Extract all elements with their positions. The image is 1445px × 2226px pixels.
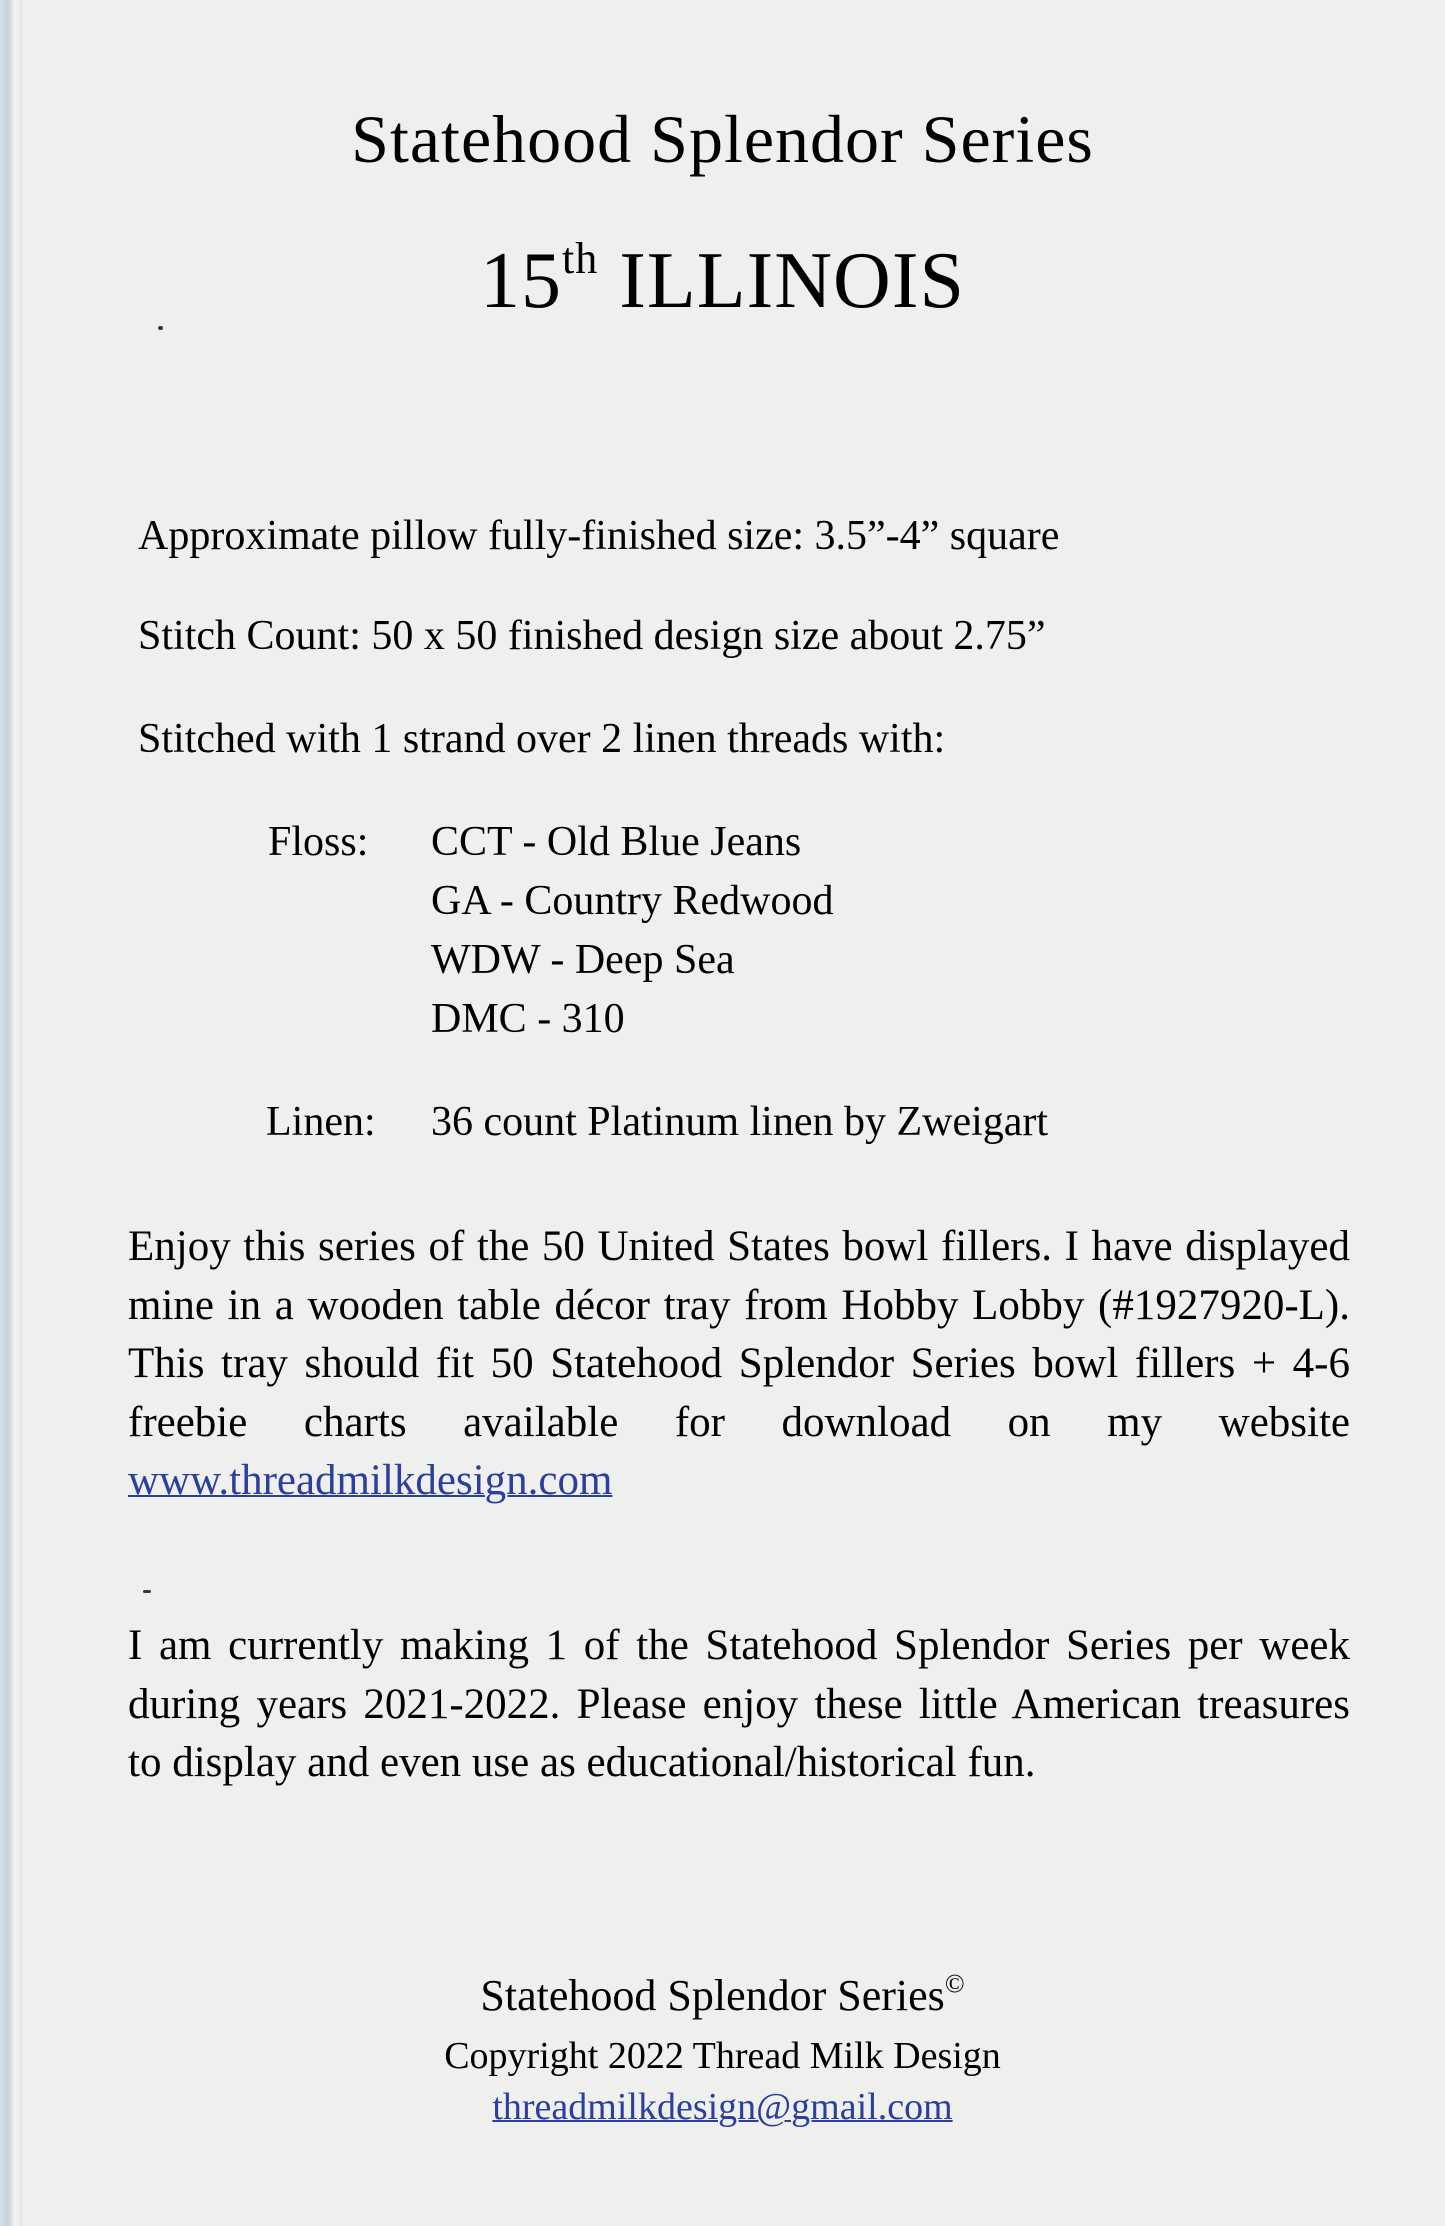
stitched-with: Stitched with 1 strand over 2 linen threads with: <box>138 716 946 762</box>
copyright-line: Copyright 2022 Thread Milk Design <box>444 2035 1001 2077</box>
state-suffix: th <box>562 234 599 283</box>
description-text: Enjoy this series of the 50 United States bowl fillers. I have displayed mine in a wooden table décor tray from Hobby Lobby (#1927920-L). This tray should fit 50 Statehood Splendor Series bowl fillers + 4-6 freebie charts available for download on my website <box>128 1223 1350 1446</box>
page-edge <box>0 0 22 2226</box>
series-title: Statehood Splendor Series <box>351 101 1094 177</box>
linen-value: 36 count Platinum linen by Zweigart <box>431 1099 1049 1145</box>
pillow-size: Approximate pillow fully-finished size: 3.5”-4” square <box>138 513 1060 559</box>
website-link[interactable]: www.threadmilkdesign.com <box>128 1457 613 1504</box>
paper-speck <box>158 326 163 330</box>
description-paragraph <box>128 1218 1350 1511</box>
floss-item: DMC - 310 <box>431 996 625 1042</box>
floss-item: GA - Country Redwood <box>431 878 834 924</box>
paper-speck <box>143 1590 151 1593</box>
floss-label: Floss: <box>268 819 369 865</box>
floss-item: WDW - Deep Sea <box>431 937 735 983</box>
footer-series-text: Statehood Splendor Series <box>480 1971 945 2020</box>
copyright-symbol: © <box>944 1969 965 1998</box>
state-name: ILLINOIS <box>619 237 965 325</box>
email-link[interactable]: threadmilkdesign@gmail.com <box>492 2086 953 2128</box>
floss-item: CCT - Old Blue Jeans <box>431 819 802 865</box>
footer-series-name <box>0 1970 1445 2021</box>
schedule-paragraph: I am currently making 1 of the Statehood Splendor Series per week during years 2021-2022. Please enjoy these little American treasures to display and even use as educational/historical fun. <box>128 1622 1350 1786</box>
linen-label: Linen: <box>266 1099 376 1145</box>
state-title <box>0 236 1445 327</box>
stitch-count: Stitch Count: 50 x 50 finished design size about 2.75” <box>138 613 1046 659</box>
email-line <box>0 2085 1445 2129</box>
state-number: 15 <box>480 237 563 325</box>
